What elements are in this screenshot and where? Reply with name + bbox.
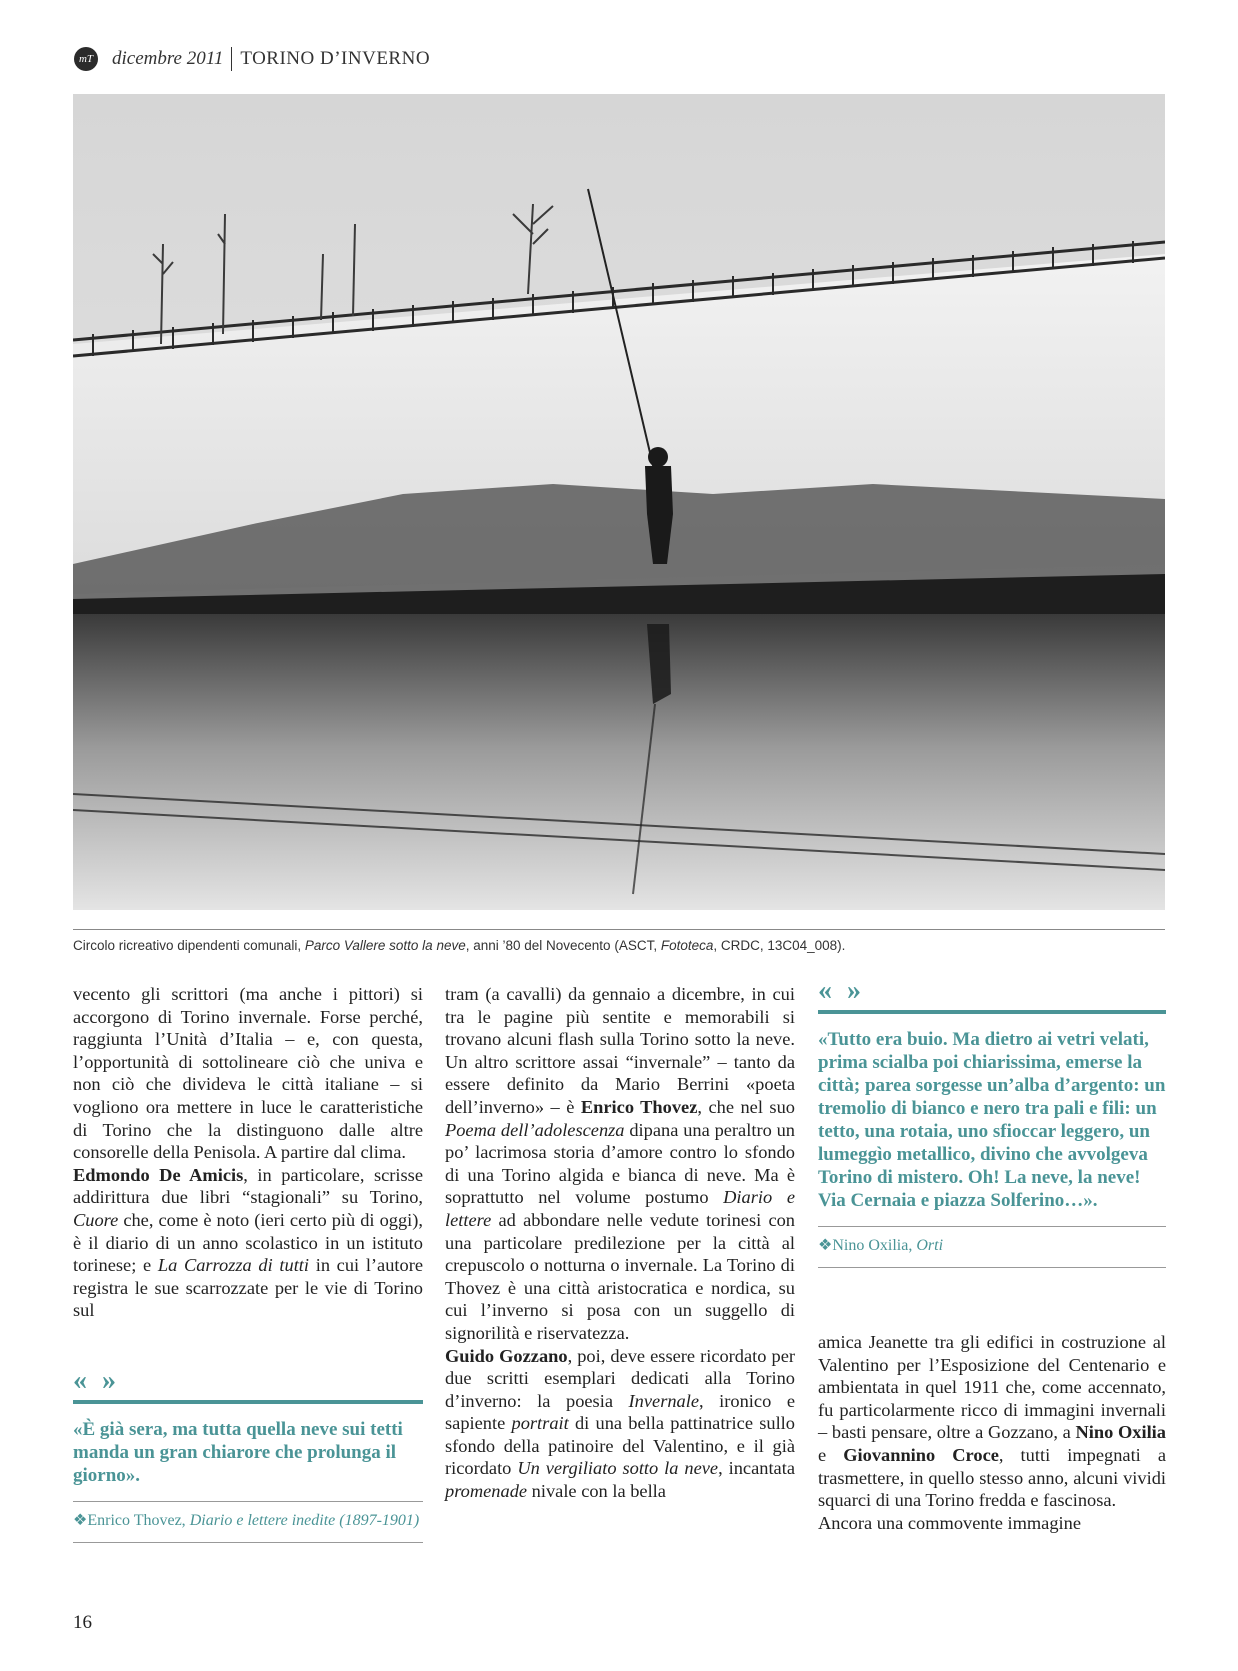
quote-divider bbox=[818, 1226, 1166, 1227]
paragraph: Edmondo De Amicis, in particolare, scrisse addirittura due libri “stagionali” su Torino, Cuore che, come è noto (ieri certo più di oggi), è il diario di un anno scolastico in un istituto torinese; e La Carrozza di tutti in cui l’autore registra le sue scarrozzate per le vie di Torino sul bbox=[73, 1164, 424, 1321]
quote-rule bbox=[818, 1010, 1166, 1014]
photo-caption: Circolo ricreativo dipendenti comunali, Parco Vallere sotto la neve, anni ’80 del Novecento (ASCT, Fototeca, CRDC, 13C04_008). bbox=[73, 938, 846, 953]
quote-end-rule bbox=[818, 1267, 1166, 1268]
quote-marks-icon: « » bbox=[73, 1365, 120, 1396]
snowy-river-photo-icon bbox=[73, 94, 1165, 910]
paragraph: tram (a cavalli) da gennaio a dicembre, in cui tra le pagine più sentite e memorabili si trovano alcuni flash sulla Torino sotto la neve. Un altro scrittore assai “invernale” – tanto da essere definito da Mario Berrini «poeta dell’inverno» – è Enrico Thovez, che nel suo Poema dell’adolescenza dipana una peraltro un po’ lacrimosa storia d’amore contro lo sfondo di una Torino algida e bianca di neve. Ma è soprattutto nel volume postumo Diario e lettere ad abbondare nelle vedute torinesi con una particolare predilezione per la città al crepuscolo o notturna o invernale. La Torino di Thovez è una città aristocratica e nordica, su cui l’inverno si posa con un suggello di signorilità e riservatezza. bbox=[445, 984, 795, 1343]
text-column-1 bbox=[73, 983, 423, 1322]
quote-source: ❖Nino Oxilia, Orti bbox=[818, 1237, 944, 1254]
page-number: 16 bbox=[73, 1612, 92, 1633]
quote-text: «È già sera, ma tutta quella neve sui tetti manda un gran chiarore che prolunga il giorno». bbox=[73, 1419, 403, 1486]
magazine-logo-icon: mT bbox=[74, 47, 98, 71]
paragraph: Guido Gozzano, poi, deve essere ricordato per due scritti esemplari dedicati alla Torino d’inverno: la poesia Invernale, ironico e sapiente portrait di una bella pattinatrice sullo sfondo della patinoire del Valentino, e il già ricordato Un vergiliato sotto la neve, incantata promenade nivale con la bella bbox=[445, 1345, 796, 1502]
paragraph: vecento gli scrittori (ma anche i pittori) si accorgono di Torino invernale. Forse perché, raggiunta l’Unità d’Italia – e, con questa, l’opportunità di sottolineare ciò che univa e non ciò che divideva le città italiane – si vogliono ora mettere in luce le caratteristiche di Torino che la distinguono dalle altre consorelle della Penisola. A partire dal clima. bbox=[73, 984, 423, 1163]
quote-rule bbox=[73, 1400, 423, 1404]
header-divider bbox=[231, 47, 232, 71]
quote-divider bbox=[73, 1501, 423, 1502]
section-title: TORINO D’INVERNO bbox=[240, 48, 431, 69]
paragraph: amica Jeanette tra gli edifici in costruzione al Valentino per l’Esposizione del Centenario e ambientata in quel 1911 che, come accennato, fu particolarmente ricco di immagini invernali – basti pensare, oltre a Gozzano, a Nino Oxilia e Giovannino Croce, tutti impegnati a trasmettere, in quello stesso anno, alcuni vividi squarci di una Torino fredda e fascinosa. bbox=[818, 1332, 1167, 1511]
text-column-2 bbox=[445, 983, 795, 1503]
pull-quote-thovez bbox=[73, 1366, 423, 1543]
issue-date: dicembre 2011 bbox=[112, 48, 224, 69]
caption-rule bbox=[73, 929, 1165, 930]
quote-end-rule bbox=[73, 1542, 423, 1543]
pull-quote-oxilia bbox=[818, 976, 1166, 1268]
text-column-3 bbox=[818, 1331, 1166, 1534]
quote-text: «Tutto era buio. Ma dietro ai vetri velati, prima scialba poi chiarissima, emerse la città; parea sorgesse un’alba d’argento: un tremolio di bianco e nero tra pali e fili: un tetto, una rotaia, uno sfioccar leggero, un lumeggìo metallico, divino che avvolgeva Torino di mistero. Oh! La neve, la neve! Via Cernaia e piazza Solferino…». bbox=[818, 1029, 1166, 1211]
quote-source: ❖Enrico Thovez, Diario e lettere inedite (1897-1901) bbox=[73, 1512, 420, 1529]
winter-photo bbox=[73, 94, 1165, 910]
quote-marks-icon: « » bbox=[818, 975, 865, 1006]
paragraph: Ancora una commovente immagine bbox=[818, 1512, 1082, 1533]
page-header bbox=[74, 44, 430, 74]
